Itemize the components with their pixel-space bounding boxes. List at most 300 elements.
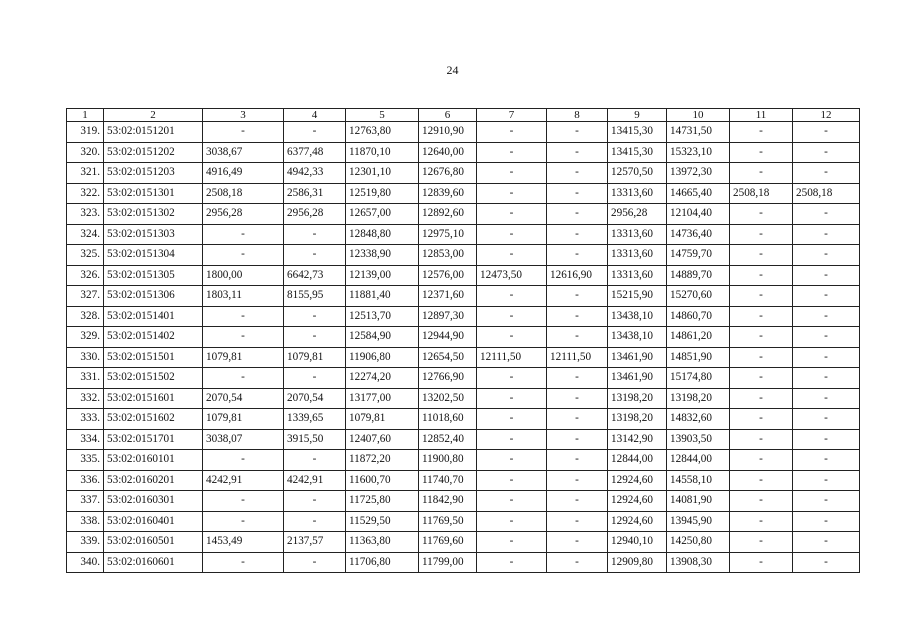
value-cell: 13461,90 bbox=[608, 347, 667, 368]
value-cell: 11769,60 bbox=[419, 532, 477, 553]
value-cell: - bbox=[793, 470, 860, 491]
value-cell: 6642,73 bbox=[284, 265, 346, 286]
value-cell: - bbox=[793, 327, 860, 348]
row-number-cell: 337. bbox=[67, 491, 104, 512]
value-cell: - bbox=[793, 388, 860, 409]
value-cell: 14851,90 bbox=[667, 347, 730, 368]
value-cell: 13202,50 bbox=[419, 388, 477, 409]
value-cell: - bbox=[284, 122, 346, 143]
value-cell: - bbox=[284, 224, 346, 245]
value-cell: 11600,70 bbox=[346, 470, 419, 491]
value-cell: - bbox=[793, 265, 860, 286]
value-cell: - bbox=[730, 163, 793, 184]
row-number-cell: 323. bbox=[67, 204, 104, 225]
value-cell: 2508,18 bbox=[203, 183, 284, 204]
cadastral-number-cell: 53:02:0160601 bbox=[104, 552, 203, 573]
value-cell: 1803,11 bbox=[203, 286, 284, 307]
value-cell: - bbox=[730, 368, 793, 389]
value-cell: - bbox=[284, 327, 346, 348]
table-row bbox=[67, 532, 860, 553]
data-table bbox=[66, 108, 860, 573]
value-cell: - bbox=[547, 245, 608, 266]
value-cell: 13313,60 bbox=[608, 245, 667, 266]
value-cell: - bbox=[477, 532, 547, 553]
value-cell: - bbox=[284, 511, 346, 532]
value-cell: - bbox=[547, 388, 608, 409]
value-cell: 12584,90 bbox=[346, 327, 419, 348]
value-cell: 14759,70 bbox=[667, 245, 730, 266]
value-cell: 14665,40 bbox=[667, 183, 730, 204]
value-cell: 2586,31 bbox=[284, 183, 346, 204]
value-cell: - bbox=[547, 409, 608, 430]
cadastral-number-cell: 53:02:0160201 bbox=[104, 470, 203, 491]
value-cell: 1800,00 bbox=[203, 265, 284, 286]
value-cell: 12892,60 bbox=[419, 204, 477, 225]
table-row bbox=[67, 286, 860, 307]
value-cell: 15215,90 bbox=[608, 286, 667, 307]
row-number-cell: 338. bbox=[67, 511, 104, 532]
value-cell: - bbox=[793, 163, 860, 184]
value-cell: - bbox=[793, 552, 860, 573]
value-cell: - bbox=[477, 552, 547, 573]
value-cell: 12519,80 bbox=[346, 183, 419, 204]
table-row bbox=[67, 183, 860, 204]
value-cell: - bbox=[203, 122, 284, 143]
column-header: 1 bbox=[67, 109, 104, 122]
value-cell: - bbox=[793, 511, 860, 532]
value-cell: - bbox=[284, 491, 346, 512]
value-cell: - bbox=[203, 306, 284, 327]
value-cell: - bbox=[730, 532, 793, 553]
value-cell: 1339,65 bbox=[284, 409, 346, 430]
table-row bbox=[67, 450, 860, 471]
table-row bbox=[67, 204, 860, 225]
value-cell: 12924,60 bbox=[608, 511, 667, 532]
value-cell: - bbox=[730, 409, 793, 430]
value-cell: 11706,80 bbox=[346, 552, 419, 573]
value-cell: 2137,57 bbox=[284, 532, 346, 553]
value-cell: - bbox=[730, 224, 793, 245]
value-cell: 11725,80 bbox=[346, 491, 419, 512]
table-row bbox=[67, 245, 860, 266]
value-cell: 13415,30 bbox=[608, 122, 667, 143]
value-cell: 2956,28 bbox=[284, 204, 346, 225]
value-cell: - bbox=[547, 286, 608, 307]
cadastral-number-cell: 53:02:0151502 bbox=[104, 368, 203, 389]
table-row bbox=[67, 122, 860, 143]
value-cell: - bbox=[793, 245, 860, 266]
table-row bbox=[67, 429, 860, 450]
value-cell: 12844,00 bbox=[667, 450, 730, 471]
value-cell: 12513,70 bbox=[346, 306, 419, 327]
column-header: 5 bbox=[346, 109, 419, 122]
value-cell: 4916,49 bbox=[203, 163, 284, 184]
value-cell: 12848,80 bbox=[346, 224, 419, 245]
column-header: 3 bbox=[203, 109, 284, 122]
value-cell: - bbox=[477, 388, 547, 409]
value-cell: 4942,33 bbox=[284, 163, 346, 184]
value-cell: - bbox=[203, 224, 284, 245]
table-row bbox=[67, 265, 860, 286]
value-cell: - bbox=[203, 368, 284, 389]
value-cell: 14558,10 bbox=[667, 470, 730, 491]
value-cell: 12111,50 bbox=[477, 347, 547, 368]
value-cell: - bbox=[477, 511, 547, 532]
value-cell: 12274,20 bbox=[346, 368, 419, 389]
value-cell: - bbox=[477, 183, 547, 204]
value-cell: 12839,60 bbox=[419, 183, 477, 204]
value-cell: - bbox=[793, 142, 860, 163]
value-cell: 13313,60 bbox=[608, 224, 667, 245]
table-row bbox=[67, 511, 860, 532]
value-cell: - bbox=[793, 306, 860, 327]
value-cell: - bbox=[477, 286, 547, 307]
value-cell: - bbox=[730, 511, 793, 532]
value-cell: 12944,90 bbox=[419, 327, 477, 348]
value-cell: 11900,80 bbox=[419, 450, 477, 471]
column-header: 7 bbox=[477, 109, 547, 122]
value-cell: - bbox=[793, 368, 860, 389]
value-cell: 8155,95 bbox=[284, 286, 346, 307]
value-cell: 12924,60 bbox=[608, 470, 667, 491]
value-cell: - bbox=[730, 142, 793, 163]
cadastral-number-cell: 53:02:0151301 bbox=[104, 183, 203, 204]
value-cell: - bbox=[547, 450, 608, 471]
value-cell: 13972,30 bbox=[667, 163, 730, 184]
value-cell: - bbox=[477, 122, 547, 143]
row-number-cell: 322. bbox=[67, 183, 104, 204]
value-cell: 14860,70 bbox=[667, 306, 730, 327]
value-cell: 13313,60 bbox=[608, 265, 667, 286]
value-cell: 14731,50 bbox=[667, 122, 730, 143]
value-cell: 11799,00 bbox=[419, 552, 477, 573]
value-cell: 12897,30 bbox=[419, 306, 477, 327]
value-cell: 12654,50 bbox=[419, 347, 477, 368]
row-number-cell: 339. bbox=[67, 532, 104, 553]
value-cell: - bbox=[730, 429, 793, 450]
value-cell: - bbox=[547, 532, 608, 553]
value-cell: 13198,20 bbox=[667, 388, 730, 409]
column-header: 2 bbox=[104, 109, 203, 122]
cadastral-number-cell: 53:02:0151602 bbox=[104, 409, 203, 430]
value-cell: - bbox=[203, 491, 284, 512]
value-cell: - bbox=[793, 409, 860, 430]
value-cell: 1453,49 bbox=[203, 532, 284, 553]
value-cell: - bbox=[203, 552, 284, 573]
value-cell: - bbox=[284, 552, 346, 573]
value-cell: - bbox=[730, 265, 793, 286]
table-row bbox=[67, 388, 860, 409]
value-cell: 12473,50 bbox=[477, 265, 547, 286]
value-cell: - bbox=[477, 327, 547, 348]
value-cell: 11842,90 bbox=[419, 491, 477, 512]
value-cell: - bbox=[547, 163, 608, 184]
column-header: 10 bbox=[667, 109, 730, 122]
value-cell: 14861,20 bbox=[667, 327, 730, 348]
value-cell: 1079,81 bbox=[346, 409, 419, 430]
value-cell: - bbox=[477, 204, 547, 225]
value-cell: 12338,90 bbox=[346, 245, 419, 266]
value-cell: - bbox=[730, 122, 793, 143]
value-cell: - bbox=[547, 552, 608, 573]
column-header: 12 bbox=[793, 109, 860, 122]
value-cell: - bbox=[284, 450, 346, 471]
value-cell: - bbox=[547, 429, 608, 450]
value-cell: - bbox=[203, 327, 284, 348]
value-cell: - bbox=[284, 245, 346, 266]
cadastral-number-cell: 53:02:0151401 bbox=[104, 306, 203, 327]
value-cell: - bbox=[203, 245, 284, 266]
value-cell: 3038,67 bbox=[203, 142, 284, 163]
value-cell: - bbox=[793, 286, 860, 307]
value-cell: 13198,20 bbox=[608, 409, 667, 430]
value-cell: - bbox=[547, 204, 608, 225]
value-cell: 13438,10 bbox=[608, 306, 667, 327]
value-cell: - bbox=[793, 532, 860, 553]
value-cell: 11881,40 bbox=[346, 286, 419, 307]
value-cell: - bbox=[547, 470, 608, 491]
row-number-cell: 333. bbox=[67, 409, 104, 430]
cadastral-number-cell: 53:02:0151303 bbox=[104, 224, 203, 245]
value-cell: - bbox=[793, 224, 860, 245]
value-cell: 13177,00 bbox=[346, 388, 419, 409]
column-header: 8 bbox=[547, 109, 608, 122]
row-number-cell: 336. bbox=[67, 470, 104, 491]
table-row bbox=[67, 552, 860, 573]
cadastral-number-cell: 53:02:0151202 bbox=[104, 142, 203, 163]
value-cell: 12139,00 bbox=[346, 265, 419, 286]
row-number-cell: 328. bbox=[67, 306, 104, 327]
value-cell: 12844,00 bbox=[608, 450, 667, 471]
value-cell: - bbox=[203, 511, 284, 532]
table-row bbox=[67, 306, 860, 327]
value-cell: - bbox=[793, 347, 860, 368]
value-cell: - bbox=[730, 204, 793, 225]
value-cell: 14889,70 bbox=[667, 265, 730, 286]
value-cell: 12111,50 bbox=[547, 347, 608, 368]
cadastral-number-cell: 53:02:0151203 bbox=[104, 163, 203, 184]
value-cell: - bbox=[284, 306, 346, 327]
value-cell: - bbox=[477, 470, 547, 491]
value-cell: - bbox=[730, 327, 793, 348]
value-cell: 12766,90 bbox=[419, 368, 477, 389]
row-number-cell: 321. bbox=[67, 163, 104, 184]
table-row bbox=[67, 470, 860, 491]
value-cell: 14832,60 bbox=[667, 409, 730, 430]
value-cell: - bbox=[547, 183, 608, 204]
row-number-cell: 319. bbox=[67, 122, 104, 143]
value-cell: 12924,60 bbox=[608, 491, 667, 512]
value-cell: 2070,54 bbox=[203, 388, 284, 409]
value-cell: - bbox=[547, 511, 608, 532]
value-cell: - bbox=[730, 450, 793, 471]
value-cell: 11870,10 bbox=[346, 142, 419, 163]
cadastral-number-cell: 53:02:0151305 bbox=[104, 265, 203, 286]
cadastral-number-cell: 53:02:0151601 bbox=[104, 388, 203, 409]
value-cell: 12975,10 bbox=[419, 224, 477, 245]
row-number-cell: 327. bbox=[67, 286, 104, 307]
value-cell: 12852,40 bbox=[419, 429, 477, 450]
value-cell: 12763,80 bbox=[346, 122, 419, 143]
table-row bbox=[67, 491, 860, 512]
value-cell: 15174,80 bbox=[667, 368, 730, 389]
value-cell: 13313,60 bbox=[608, 183, 667, 204]
value-cell: - bbox=[477, 450, 547, 471]
value-cell: 4242,91 bbox=[203, 470, 284, 491]
row-number-cell: 326. bbox=[67, 265, 104, 286]
value-cell: - bbox=[730, 347, 793, 368]
value-cell: 2956,28 bbox=[203, 204, 284, 225]
value-cell: 12853,00 bbox=[419, 245, 477, 266]
value-cell: 13908,30 bbox=[667, 552, 730, 573]
value-cell: 13198,20 bbox=[608, 388, 667, 409]
cadastral-number-cell: 53:02:0151201 bbox=[104, 122, 203, 143]
value-cell: - bbox=[547, 327, 608, 348]
header-row bbox=[67, 109, 860, 122]
value-cell: 12909,80 bbox=[608, 552, 667, 573]
value-cell: - bbox=[203, 450, 284, 471]
value-cell: - bbox=[477, 306, 547, 327]
value-cell: 3915,50 bbox=[284, 429, 346, 450]
table-row bbox=[67, 327, 860, 348]
page-number: 24 bbox=[446, 63, 459, 77]
value-cell: - bbox=[730, 470, 793, 491]
value-cell: - bbox=[547, 306, 608, 327]
value-cell: - bbox=[477, 491, 547, 512]
value-cell: 13142,90 bbox=[608, 429, 667, 450]
value-cell: 12640,00 bbox=[419, 142, 477, 163]
table-row bbox=[67, 142, 860, 163]
value-cell: 12910,90 bbox=[419, 122, 477, 143]
value-cell: - bbox=[547, 122, 608, 143]
column-header: 4 bbox=[284, 109, 346, 122]
value-cell: 6377,48 bbox=[284, 142, 346, 163]
value-cell: 12570,50 bbox=[608, 163, 667, 184]
row-number-cell: 330. bbox=[67, 347, 104, 368]
value-cell: 12657,00 bbox=[346, 204, 419, 225]
row-number-cell: 320. bbox=[67, 142, 104, 163]
value-cell: - bbox=[547, 224, 608, 245]
value-cell: - bbox=[730, 245, 793, 266]
cadastral-number-cell: 53:02:0151402 bbox=[104, 327, 203, 348]
column-header: 6 bbox=[419, 109, 477, 122]
cadastral-number-cell: 53:02:0151306 bbox=[104, 286, 203, 307]
value-cell: - bbox=[730, 491, 793, 512]
value-cell: 4242,91 bbox=[284, 470, 346, 491]
row-number-cell: 329. bbox=[67, 327, 104, 348]
cadastral-number-cell: 53:02:0151302 bbox=[104, 204, 203, 225]
row-number-cell: 340. bbox=[67, 552, 104, 573]
value-cell: - bbox=[477, 368, 547, 389]
value-cell: - bbox=[547, 142, 608, 163]
value-cell: 13945,90 bbox=[667, 511, 730, 532]
value-cell: 11018,60 bbox=[419, 409, 477, 430]
cadastral-number-cell: 53:02:0160501 bbox=[104, 532, 203, 553]
table-row bbox=[67, 409, 860, 430]
value-cell: 2956,28 bbox=[608, 204, 667, 225]
value-cell: - bbox=[730, 306, 793, 327]
cadastral-number-cell: 53:02:0160301 bbox=[104, 491, 203, 512]
value-cell: - bbox=[284, 368, 346, 389]
value-cell: 12616,90 bbox=[547, 265, 608, 286]
value-cell: - bbox=[793, 450, 860, 471]
row-number-cell: 325. bbox=[67, 245, 104, 266]
value-cell: 1079,81 bbox=[203, 347, 284, 368]
value-cell: 12371,60 bbox=[419, 286, 477, 307]
row-number-cell: 335. bbox=[67, 450, 104, 471]
value-cell: 15323,10 bbox=[667, 142, 730, 163]
value-cell: 12407,60 bbox=[346, 429, 419, 450]
value-cell: - bbox=[793, 429, 860, 450]
value-cell: 2508,18 bbox=[793, 183, 860, 204]
value-cell: 13461,90 bbox=[608, 368, 667, 389]
value-cell: 13903,50 bbox=[667, 429, 730, 450]
value-cell: 11769,50 bbox=[419, 511, 477, 532]
value-cell: - bbox=[547, 491, 608, 512]
value-cell: 12576,00 bbox=[419, 265, 477, 286]
value-cell: - bbox=[793, 204, 860, 225]
row-number-cell: 332. bbox=[67, 388, 104, 409]
row-number-cell: 331. bbox=[67, 368, 104, 389]
value-cell: 2508,18 bbox=[730, 183, 793, 204]
value-cell: - bbox=[730, 286, 793, 307]
value-cell: - bbox=[477, 224, 547, 245]
value-cell: 12301,10 bbox=[346, 163, 419, 184]
cadastral-number-cell: 53:02:0160401 bbox=[104, 511, 203, 532]
value-cell: - bbox=[477, 142, 547, 163]
cadastral-number-cell: 53:02:0160101 bbox=[104, 450, 203, 471]
value-cell: - bbox=[477, 429, 547, 450]
value-cell: 2070,54 bbox=[284, 388, 346, 409]
value-cell: - bbox=[730, 552, 793, 573]
row-number-cell: 334. bbox=[67, 429, 104, 450]
value-cell: 14250,80 bbox=[667, 532, 730, 553]
cadastral-number-cell: 53:02:0151304 bbox=[104, 245, 203, 266]
value-cell: 3038,07 bbox=[203, 429, 284, 450]
value-cell: - bbox=[477, 163, 547, 184]
value-cell: 1079,81 bbox=[284, 347, 346, 368]
column-header: 11 bbox=[730, 109, 793, 122]
value-cell: 13415,30 bbox=[608, 142, 667, 163]
table-row bbox=[67, 163, 860, 184]
value-cell: 11872,20 bbox=[346, 450, 419, 471]
value-cell: 12940,10 bbox=[608, 532, 667, 553]
value-cell: 11740,70 bbox=[419, 470, 477, 491]
value-cell: 12104,40 bbox=[667, 204, 730, 225]
table-row bbox=[67, 368, 860, 389]
value-cell: - bbox=[793, 122, 860, 143]
table-row bbox=[67, 224, 860, 245]
row-number-cell: 324. bbox=[67, 224, 104, 245]
value-cell: 11906,80 bbox=[346, 347, 419, 368]
value-cell: 13438,10 bbox=[608, 327, 667, 348]
value-cell: 15270,60 bbox=[667, 286, 730, 307]
column-header: 9 bbox=[608, 109, 667, 122]
value-cell: - bbox=[547, 368, 608, 389]
value-cell: - bbox=[477, 409, 547, 430]
value-cell: - bbox=[477, 245, 547, 266]
cadastral-number-cell: 53:02:0151701 bbox=[104, 429, 203, 450]
value-cell: 11529,50 bbox=[346, 511, 419, 532]
value-cell: 11363,80 bbox=[346, 532, 419, 553]
cadastral-number-cell: 53:02:0151501 bbox=[104, 347, 203, 368]
table-row bbox=[67, 347, 860, 368]
value-cell: - bbox=[793, 491, 860, 512]
value-cell: 12676,80 bbox=[419, 163, 477, 184]
value-cell: 1079,81 bbox=[203, 409, 284, 430]
value-cell: 14736,40 bbox=[667, 224, 730, 245]
value-cell: - bbox=[730, 388, 793, 409]
